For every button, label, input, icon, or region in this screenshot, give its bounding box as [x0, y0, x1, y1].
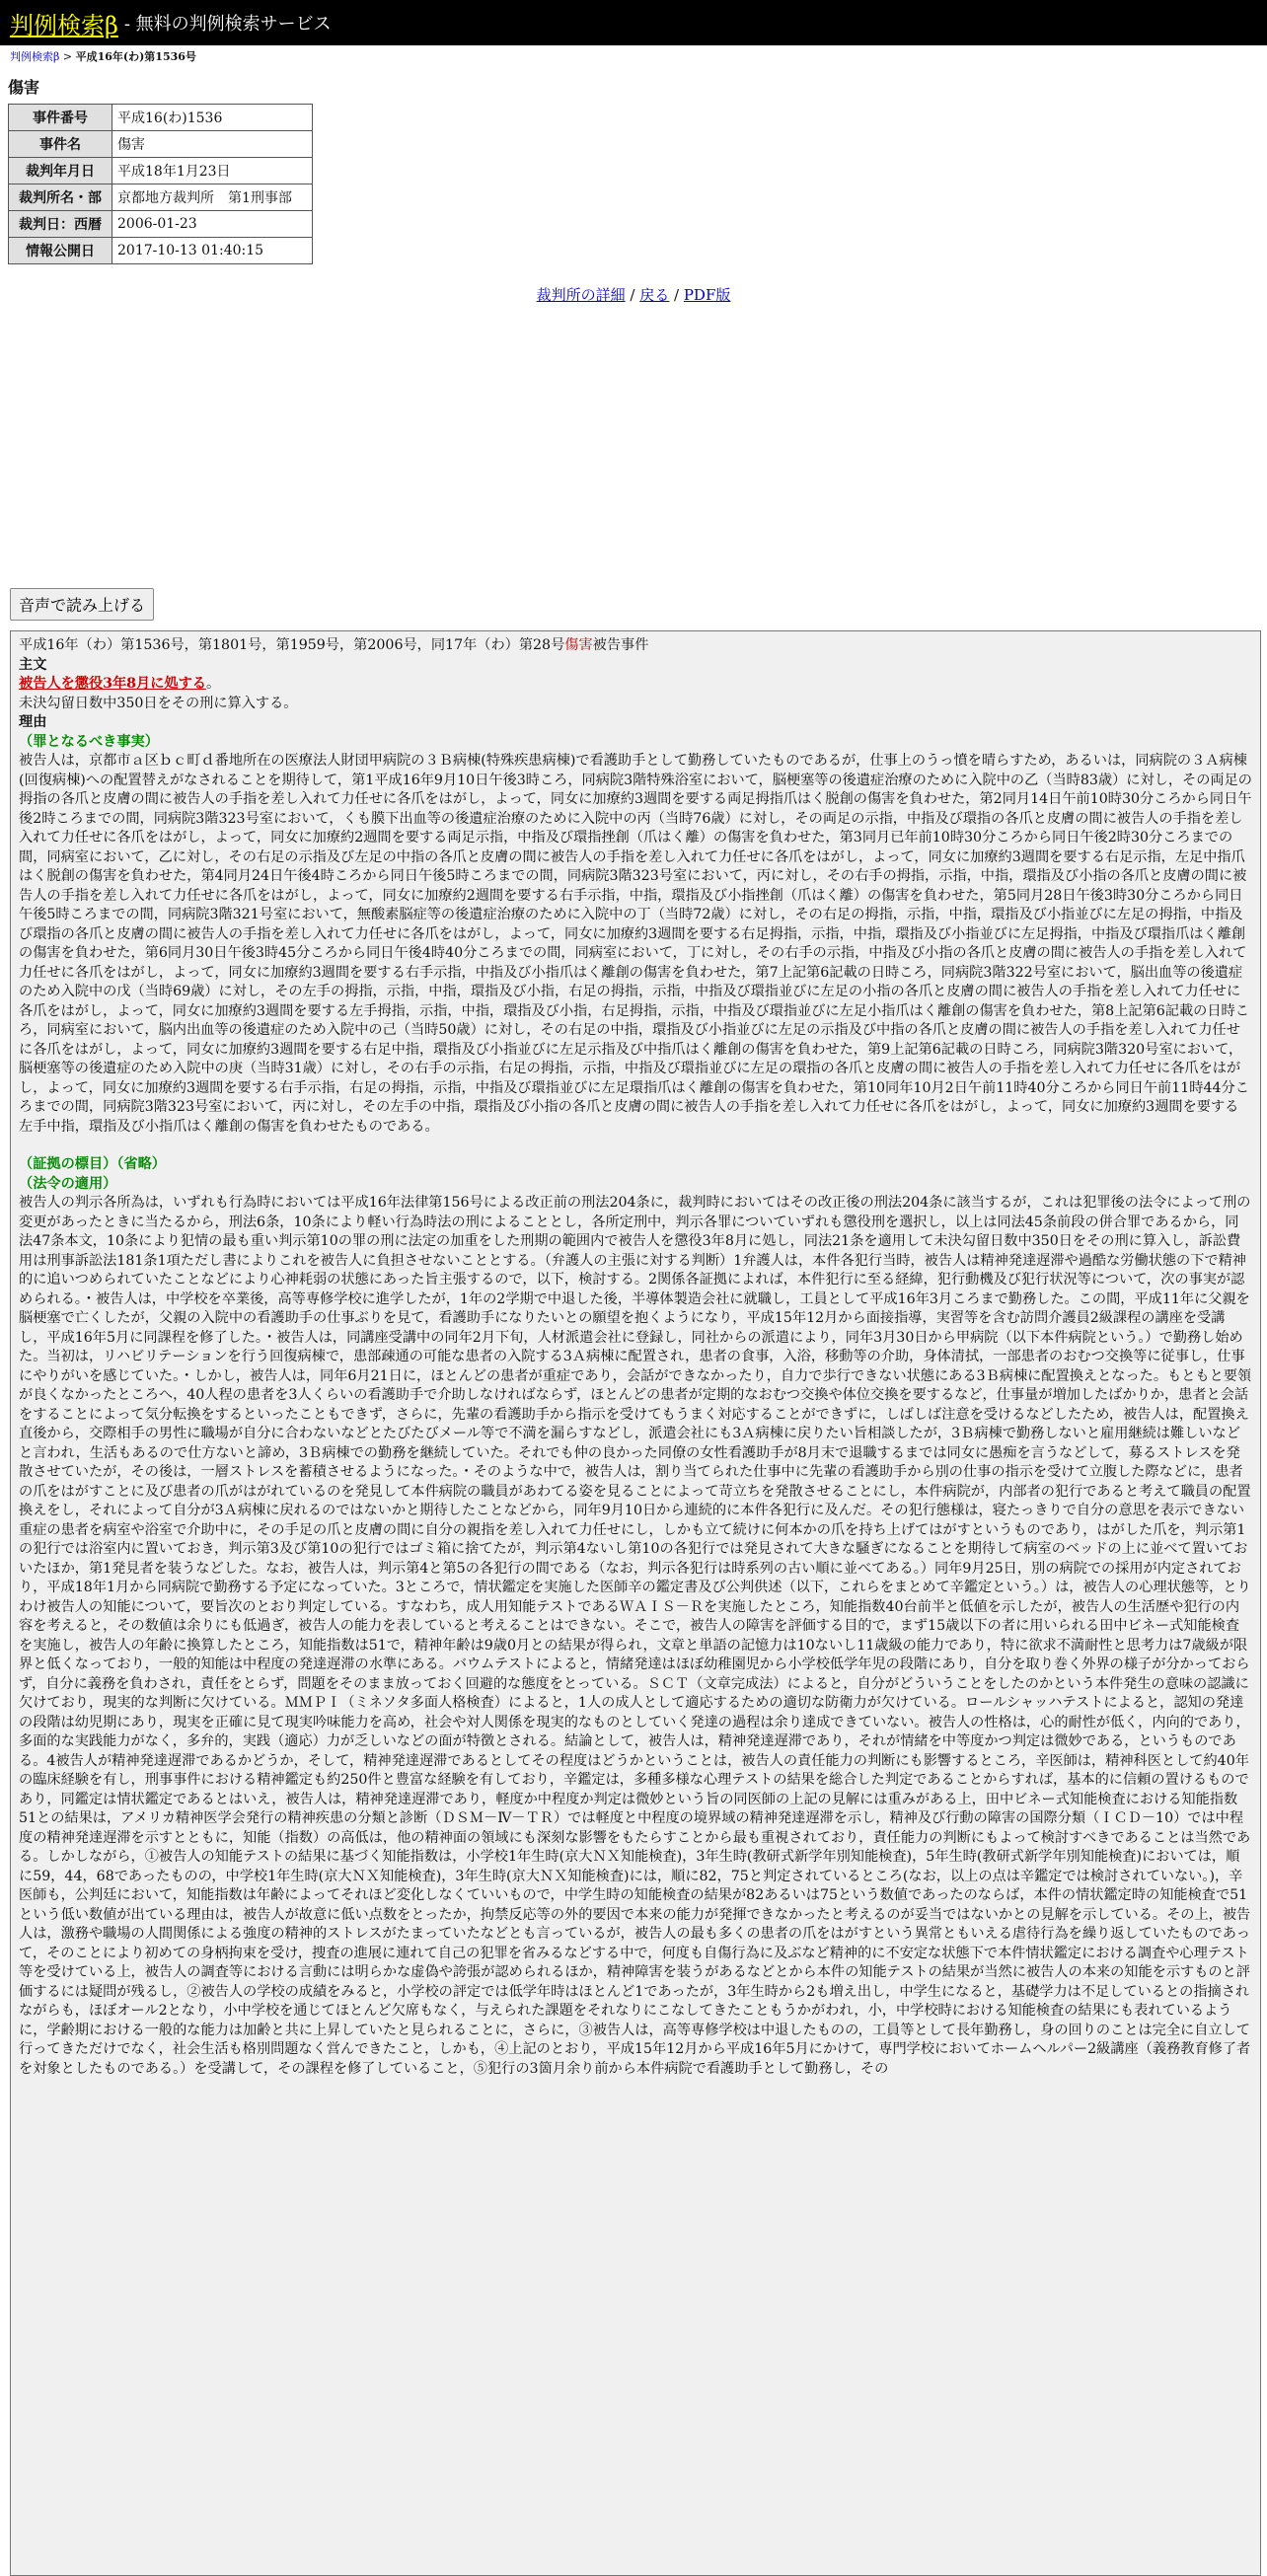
- info-value: 傷害: [112, 131, 313, 158]
- breadcrumb-current: 平成16年(わ)第1536号: [75, 50, 196, 63]
- breadcrumb-home-link[interactable]: 判例検索β: [10, 50, 60, 63]
- back-link[interactable]: 戻る: [639, 286, 670, 304]
- case-numbers: 平成16年（わ）第1536号，第1801号，第1959号，第2006号，同17年（わ）第28号: [19, 637, 565, 653]
- table-row: [9, 238, 313, 264]
- table-row: [9, 131, 313, 158]
- site-header: [0, 0, 1267, 45]
- ad-space: [0, 305, 1267, 588]
- info-label: 裁判日：西暦: [9, 211, 112, 238]
- link-separator: /: [625, 286, 640, 304]
- info-value: 2017-10-13 01:40:15: [112, 238, 313, 264]
- blank-line: [19, 1137, 1252, 1155]
- reason-heading: 理由: [19, 714, 47, 730]
- info-value: 2006-01-23: [112, 211, 313, 238]
- evidence-heading: （証拠の標目）（省略）: [19, 1156, 166, 1172]
- highlight-term: 傷害: [564, 637, 593, 653]
- table-row: [9, 105, 313, 131]
- main-heading: 主文: [19, 656, 47, 673]
- breadcrumb-separator: >: [59, 50, 76, 63]
- document-links: [0, 284, 1267, 305]
- detention-text: 未決勾留日数中350日をその刑に算入する。: [19, 695, 298, 711]
- link-separator: /: [669, 286, 684, 304]
- pdf-link[interactable]: PDF版: [683, 286, 731, 304]
- breadcrumb: [0, 45, 1267, 67]
- law-heading: （法令の適用）: [19, 1175, 117, 1192]
- info-label: 情報公開日: [9, 238, 112, 264]
- case-info-table: [8, 104, 313, 264]
- info-value: 平成16(わ)1536: [112, 105, 313, 131]
- sentence-end: 。: [206, 676, 221, 692]
- info-label: 裁判年月日: [9, 158, 112, 184]
- info-label: 事件番号: [9, 105, 112, 131]
- page-title: 傷害: [8, 78, 40, 97]
- case-type: 被告事件: [592, 637, 649, 653]
- info-label: 事件名: [9, 131, 112, 158]
- table-row: [9, 211, 313, 238]
- read-aloud-button[interactable]: 音声で読み上げる: [10, 588, 154, 621]
- court-detail-link[interactable]: 裁判所の詳細: [536, 286, 626, 304]
- info-value: 平成18年1月23日: [112, 158, 313, 184]
- site-logo[interactable]: 判例検索β: [10, 11, 118, 39]
- judgment-text: [10, 630, 1261, 2576]
- info-label: 裁判所名・部: [9, 184, 112, 211]
- sentence-text: 被告人を懲役3年8月に処する: [19, 676, 206, 692]
- facts-text: 被告人は，京都市ａ区ｂｃ町ｄ番地所在の医療法人財団甲病院の３Ｂ病棟(特殊疾患病棟)で看護助手として勤務していたものであるが，仕事上のうっ憤を晴らすため，あるいは，同病院の３Ａ病棟(回復病棟)への配置替えがなされることを期待して，第1平成16年9月10日午後3時ころ，同病院3階特殊浴室において，脳梗塞等の後遺症治療のために入院中の乙（当時83歳）に対し，その両足の拇指の各爪と皮膚の間に被告人の手指を差し入れて力任せに各爪をはがし，よって，同女に加療約3週間を要する両足拇指爪はく脱創の傷害を負わせた，第2同月14日午前10時30分ころから同日午後2時ころまでの間，同病院3階323号室において，くも膜下出血等の後遺症治療のために入院中の丙（当時76歳）に対し，その両足の示指，中指及び環指の各爪と皮膚の間に被告人の手指を差し入れて力任せに各爪をはがし，よって，同女に加療約2週間を要する両足示指，中指及び環指挫創（爪はく離）の傷害を負わせた，第3同月已年前10時30分ころから同日午後2時30分ころまでの間，同病室において，乙に対し，その右足の示指及び左足の中指の各爪と皮膚の間に被告人の手指を差し入れて力任せに各爪をはがし，よって，同女に加療約3週間を要する右足示指，左足中指爪はく脱創の傷害を負わせた，第4同月24日午後4時ころから同日午後5時ころまでの間，同病院3階323号室において，丙に対し，その右手の拇指，示指，中指，環指及び小指の各爪と皮膚の間に被告人の手指を差し入れて力任せに各爪をはがし，よって，同女に加療約2週間を要する右手示指，中指，環指及び小指挫創（爪はく離）の傷害を負わせた，第5同月28日午後3時30分ころから同日午後5時ころまでの間，同病院3階321号室において，無酸素脳症等の後遺症治療のために入院中の丁（当時72歳）に対し，その右足の拇指，示指，中指，環指及び小指並びに左足の拇指，中指及び環指の各爪と皮膚の間に被告人の手指を差し入れて力任せに各爪をはがし，よって，同女に加療約3週間を要する右足拇指，示指，中指，環指及び小指並びに左足拇指，中指及び環指爪はく離創の傷害を負わせた，第6同月30日午後3時45分ころから同日午後4時40分ころまでの間，同病室において，丁に対し，その右手の示指，中指及び小指の各爪と皮膚の間に被告人の手指を差し入れて力任せに各爪をはがし，よって，同女に加療約3週間を要する右手示指，中指及び小指爪はく離創の傷害を負わせた，第7上記第6記載の日時ころ，同病院3階322号室において，脳出血等の後遺症のため入院中の戊（当時69歳）に対し，その左手の拇指，示指，中指，環指及び小指，右足の拇指，示指，中指及び環指並びに左足の小指の各爪と皮膚の間に被告人の手指を差し入れて力任せに各爪をはがし，よって，同女に加療約3週間を要する左手拇指，示指，中指，環指及び小指，右足拇指，示指，中指及び環指並びに左足小指爪はく離創の傷害を負わせた，第8上記第6記載の日時ころ，同病室において，脳内出血等の後遺症のため入院中の己（当時50歳）に対し，その右足の中指，環指及び小指並びに左足の示指及び中指の各爪と皮膚の間に被告人の手指を差し入れて力任せに各爪をはがし，よって，同女に加療約3週間を要する右足中指，環指及び小指並びに左足示指及び中指爪はく離創の傷害を負わせた，第9上記第6記載の日時ころ，同病院3階320号室において，脳梗塞等の後遺症のため入院中の庚（当時31歳）に対し，その右手の示指，右足の拇指，示指，中指及び環指並びに左足の環指の各爪と皮膚の間に被告人の手指を差し入れて力任せに各爪をはがし，よって，同女に加療約3週間を要する右手示指，右足の拇指，示指，中指及び環指並びに左足環指爪はく離創の傷害を負わせた，第10同年10月2日午前11時40分ころから同日午前11時44分ころまでの間，同病院3階323号室において，丙に対し，その左手の中指，環指及び小指の各爪と皮膚の間に被告人の手指を差し入れて力任せに各爪をはがし，よって，同女に加療約3週間を要する左手中指，環指及び小指爪はく離創の傷害を負わせたものである。: [19, 753, 1252, 1135]
- case-line: [19, 636, 1252, 656]
- info-value: 京都地方裁判所 第1刑事部: [112, 184, 313, 211]
- sentence-line: [19, 675, 1252, 695]
- site-tagline: - 無料の判例検索サービス: [123, 14, 332, 35]
- table-row: [9, 184, 313, 211]
- law-text: 被告人の判示各所為は，いずれも行為時においては平成16年法律第156号による改正前の刑法204条に，裁判時においてはその改正後の刑法204条に該当するが，これは犯罪後の法令によって刑の変更があったときに当たるから，刑法6条，10条により軽い行為時法の刑によることとし，各所定刑中，判示各罪についていずれも懲役刑を選択し，以上は同法45条前段の併合罪であるから，同法47条本文，10条により犯情の最も重い判示第10の罪の刑に法定の加重をした刑期の範囲内で被告人を懲役3年8月に処し，同法21条を適用して未決勾留日数中350日をその刑に算入し，訴訟費用は刑事訴訟法181条1項ただし書によりこれを被告人に負担させないこととする。（弁護人の主張に対する判断）1弁護人は，本件各犯行当時，被告人は精神発達遅滞や過酷な労働状態の下で精神的に追いつめられていたことなどにより心神耗弱の状態にあった旨主張するので，以下，検討する。2関係各証拠によれば，本件犯行に至る経緯，犯行動機及び犯行状況等について，次の事実が認められる。・被告人は，中学校を卒業後，高等専修学校に進学したが，1年の2学期で中退した後，半導体製造会社に就職し，工員として平成16年3月ころまで勤務した。この間，平成11年に父親を脳梗塞で亡くしたが，父親の入院中の看護助手の仕事ぶりを見て，看護助手になりたいとの願望を抱くようになり，平成15年12月から面接指導，実習等を含む訪問介護員2級課程の講座を受講し，平成16年5月に同課程を修了した。・被告人は，同講座受講中の同年2月下旬，人材派遣会社に登録し，同社からの派遣により，同年3月30日から甲病院（以下本件病院という。）で勤務し始めた。当初は，リハビリテーションを行う回復病棟で，患部疎通の可能な患者の入院する3Ａ病棟に配置され，患者の食事，入浴，移動等の介助，身体清拭，一部患者のおむつ交換等に従事し，仕事にやりがいを感じていた。・しかし，被告人は，同年6月21日に，ほとんどの患者が重症であり，会話ができなかったり，自力で歩行できない状態にある3Ｂ病棟に配置換えとなった。もともと要領が良くなかったところへ，40人程の患者を3人くらいの看護助手で介助しなければならず，ほとんどの患者が定期的なおむつ交換や体位交換を要するなど，仕事量が増加したばかりか，患者と会話をすることによって気分転換をするといったこともできず，さらに，先輩の看護助手から指示を受けてもうまく対応することができずに，しばしば注意を受けるなどしたため，被告人は，配置換え直後から，交際相手の男性に職場が自分に合わないなどとたびたびメール等で不満を漏らすなどし，派遣会社にも3Ａ病棟に戻りたい旨相談したが，3Ｂ病棟で勤務しないと雇用継続は難しいなどと言われ，生活もあるので仕方ないと諦め，3Ｂ病棟での勤務を継続していた。それでも仲の良かった同僚の女性看護助手が8月末で退職するまでは同女に愚痴を言うなどして，募るストレスを発散させていたが，その後は，一層ストレスを蓄積させるようになった。・そのような中で，被告人は，割り当てられた仕事中に先輩の看護助手から別の仕事の指示を受けて立腹した際などに，患者の爪をはがすことに及び患者の爪がはがれているのを発見して本件病院の職員があわてる姿を見ることによって苛立ちを発散させることにし，本件病院が，内部者の犯行であると考えて職員の配置換えをし，それによって自分が3Ａ病棟に戻れるのではないかと期待したことなどから，同年9月10日から連続的に本件各犯行に及んだ。その犯行態様は，寝たっきりで自分の意思を表示できない重症の患者を病室や浴室で介助中に，その手足の爪と皮膚の間に自分の親指を差し入れて力任せにし，しかも立て続けに何本かの爪を持ち上げてはがすというものであり，はがした爪を，判示第1の犯行では浴室内に置いておき，判示第3及び第10の犯行ではゴミ箱に捨てたが，判示第4ないし第10の各犯行では発見されて大きな騒ぎになることを期待して病室のベッドの上に並べて置いておいたほか，第1発見者を装うなどした。なお，被告人は，判示第4と第5の各犯行の間である（なお，判示各犯行は時系列の古い順に並べてある。）同年9月25日，別の病院での採用が内定されており，平成18年1月から同病院で勤務する予定になっていた。3ところで，情状鑑定を実施した医師辛の鑑定書及び公判供述（以下，これらをまとめて辛鑑定という。）は，被告人の心理状態等，とりわけ被告人の知能について，要旨次のとおり判定している。すなわち，成人用知能テストであるＷＡＩＳ－Ｒを実施したところ，知能指数40台前半と低値を示したが，被告人の生活歴や犯行の内容を考えると，その数値は余りにも低過ぎ，被告人の能力を表していると考えることはできない。そこで，被告人の障害を評価する目的で，まず15歳以下の者に用いられる田中ビネー式知能検査を実施し，被告人の年齢に換算したところ，知能指数は51で，精神年齢は9歳0月との結果が得られ，文章と単語の記憶力は10ないし11歳級の能力であり，特に欲求不満耐性と思考力は7歳級が限界と低くなっており，一般的知能は中程度の発達遅滞の水準にある。バウムテストによると，情緒発達はほぼ幼稚園児から小学校低学年児の段階にあり，自分を取り巻く外界の様子が分かっておらず，自分に義務を負わされ，責任をとらず，問題をそのまま放っておく回避的な態度をとっている。ＳＣＴ（文章完成法）によると，自分がどういうことをしたのかという本件発生の意味の認識に欠けており，現実的な判断に欠けている。ＭＭＰＩ（ミネソタ多面人格検査）によると，1人の成人として適応するための適切な防衛力が欠けている。ロールシャッハテストによると，認知の発達の段階は幼児期にあり，現実を正確に見て現実吟味能力を高め，社会や対人関係を現実的なものとしていく発達の過程は余り達成できていない。被告人の性格は，心的耐性が低く，内向的であり，多面的な実践能力がなく，多弁的，実践（適応）力が乏しいなどの面が特徴とされる。結論として，被告人は，精神発達遅滞であり，それが情緒を中等度かつ判定は微妙である，というものである。4被告人が精神発達遅滞であるかどうか，そして，精神発達遅滞であるとしてその程度はどうかということは，被告人の責任能力の判断にも影響するところ，辛医師は，精神科医として約40年の臨床経験を有し，刑事事件における精神鑑定も約250件と豊富な経験を有しており，辛鑑定は，多種多様な心理テストの結果を総合した判定であることからすれば，基本的に信頼の置けるものであり，同鑑定は情状鑑定であるとはいえ，被告人は，精神発達遅滞であり，軽度か中程度か判定は微妙という旨の同医師の上記の見解には重みがある上，田中ビネー式知能検査における知能指数51との結果は，アメリカ精神医学会発行の精神疾患の分類と診断（ＤＳＭ－Ⅳ－ＴＲ）では軽度と中程度の境界域の精神発達遅滞を示し，精神及び行動の障害の国際分類（ＩＣＤ－10）では中程度の精神発達遅滞を示すとともに，知能（指数）の高低は，他の精神面の領域にも深刻な影響をもたらすことから最も重視されており，責任能力の判断にもよって検討すべきであることは当然である。しかしながら，①被告人の知能テストの結果に基づく知能指数は，小学校1年生時(京大ＮＸ知能検査)，3年生時(教研式新学年別知能検査)，5年生時(教研式新学年別知能検査)においては，順に59，44，68であったものの，中学校1年生時(京大ＮＸ知能検査)，3年生時(京大ＮＸ知能検査)には，順に82，75と判定されているところ(なお，以上の点は辛鑑定では検討されていない。)，辛医師も，公判廷において，知能指数は年齢によってそれほど変化しなくていいもので，中学生時の知能検査の結果が82あるいは75という数値であったのならば，本件の情状鑑定時の知能検査で51という低い数値が出ている理由は，被告人が故意に低い点数をとったか，拘禁反応等の外的要因で本来の能力が発揮できなかったと考えるのが妥当ではないかとの見解を示している。その上，被告人は，激務や職場の人間関係による強度の精神的ストレスがたまっていたなどとも言っているが，被告人の最も多くの患者の爪をはがすという異常ともいえる虐待行為を繰り返していたものであって，そのことにより初めての身柄拘束を受け，捜査の進展に連れて自己の犯罪を省みるなどする中で，何度も自傷行為に及ぶなど精神的に不安定な状態下で本件情状鑑定における調査や心理テスト等を受けている上，被告人の調査等における言動には明らかな虚偽や誇張が認められるほか，精神障害を装うがあるなどとから本件の知能テストの結果が当然に被告人の本来の知能を示すものと評価するには疑問が残るし，②被告人の学校の成績をみると，小学校の評定では低学年時はほとんど1であったが，3年生時から2も増え出し，中学生になると，基礎学力は不足しているとの指摘されながらも，ほぼオール2となり，小中学校を通じてほとんど欠席もなく，与えられた課題をそれなりにこなしてきたこともうかがわれ，小，中学校時における知能検査の結果にも表れているように，学齢期における一般的な能力は加齢と共に上昇していたと見られることに，さらに，③被告人は，高等専修学校は中退したものの，工員等として長年勤務し，身の回りのことは完全に自立して行ってきただけでなく，社会生活も格別問題なく営んできたこと，しかも，④上記のとおり，平成15年12月から平成16年5月にかけて，専門学校においてホームヘルパー2級講座（義務教育修了者を対象としたものである。）を受講して，その課程を修了していること，⑤犯行の3箇月余り前から本件病院で看護助手として勤務し，その: [19, 1195, 1252, 2077]
- table-row: [9, 158, 313, 184]
- facts-heading: （罪となるべき事実）: [19, 733, 159, 750]
